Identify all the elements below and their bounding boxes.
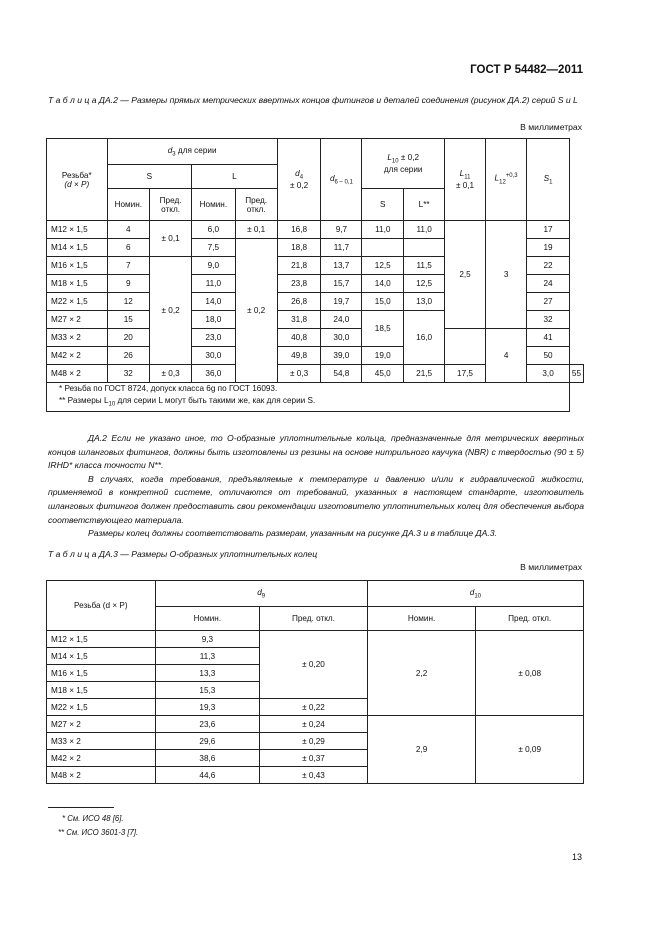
- footnote-1: * См. ИСО 48 [6].: [62, 814, 124, 823]
- cell-s1: 50: [527, 347, 570, 365]
- cell-d4: 18,8: [277, 239, 321, 257]
- cell-s-nom: 4: [107, 221, 149, 239]
- cell-d9-nom: 38,6: [155, 750, 260, 767]
- cell-l-nom: 11,0: [192, 275, 235, 293]
- cell-s-tol: ± 0,1: [150, 221, 192, 257]
- cell-d4: 40,8: [277, 329, 321, 347]
- header-l10-tol: ± 0,2: [400, 153, 420, 163]
- body-text: [48, 432, 584, 541]
- header-d9-pred: Пред. откл.: [260, 607, 368, 631]
- cell-s-nom: 12: [107, 293, 149, 311]
- cell-d4: 31,8: [277, 311, 321, 329]
- table-da3-units: В миллиметрах: [520, 562, 582, 572]
- cell-d9-tol: ± 0,29: [260, 733, 368, 750]
- note-2-b: для серии L могут быть такими же, как для серии S.: [115, 396, 316, 405]
- footnote-divider: [48, 807, 114, 808]
- paragraph-conditions: В случаях, когда требования, предъявляемые к температуре и давлению и/или к гидравлической жидкости, применяемой в конкретной системе, отличаются от требований, указанных в настоящем стандарте, изготовитель шланговых фитингов должен предоставить свои рекомендации изготовителю уплотнительных колец для обеспечения выбора соответствующего материала.: [48, 473, 584, 525]
- cell-s-tol: ± 0,2: [150, 257, 192, 365]
- cell-l-nom: 30,0: [192, 347, 235, 365]
- header-series-s: S: [107, 165, 192, 189]
- cell-l10-l: 13,0: [404, 293, 445, 311]
- note-2-sub: 10: [108, 401, 116, 408]
- cell-d9-nom: 19,3: [155, 699, 260, 716]
- cell-s-nom: 9: [107, 275, 149, 293]
- table-da3: [46, 580, 584, 784]
- header-thread: Резьба (d × P): [47, 581, 156, 631]
- cell-thread: M12 × 1,5: [47, 221, 108, 239]
- cell-l10-s: 12,5: [362, 257, 404, 275]
- cell-d10-tol: ± 0,08: [476, 631, 584, 716]
- cell-thread: M16 × 1,5: [47, 257, 108, 275]
- header-pred-l: Пред. откл.: [235, 189, 277, 221]
- cell-d6: 39,0: [321, 347, 362, 365]
- cell-d4: 16,8: [277, 221, 321, 239]
- cell-l-nom: 9,0: [192, 257, 235, 275]
- table-row: [47, 716, 584, 733]
- cell-thread: M22 × 1,5: [47, 293, 108, 311]
- page-number: 13: [571, 852, 582, 862]
- cell-s1: 24: [527, 275, 570, 293]
- cell-d4: 21,8: [277, 257, 321, 275]
- cell-d9-tol: ± 0,37: [260, 750, 368, 767]
- header-nom-l: Номин.: [192, 189, 235, 221]
- table-da2-caption: Т а б л и ц а ДА.2 — Размеры прямых метрических ввертных концов фитингов и деталей соединения (рисунок ДА.2) серий S и L: [48, 95, 578, 105]
- header-d4: $d_4$ ± 0,2: [277, 139, 321, 221]
- cell-l-nom: 6,0: [192, 221, 235, 239]
- cell-s1: 17: [527, 221, 570, 239]
- cell-l10-s: 21,5: [404, 365, 445, 383]
- cell-s-nom: 7: [107, 257, 149, 275]
- cell-s1: 32: [527, 311, 570, 329]
- cell-d10-tol: ± 0,09: [476, 716, 584, 784]
- cell-l-nom: 36,0: [192, 365, 235, 383]
- cell-s1: 27: [527, 293, 570, 311]
- cell-d6: 13,7: [321, 257, 362, 275]
- header-d6-sub: 6 – 0,1: [334, 179, 353, 186]
- cell-s-nom: 20: [107, 329, 149, 347]
- cell-thread: M18 × 1,5: [47, 275, 108, 293]
- cell-l10-l: 12,5: [404, 275, 445, 293]
- note-2: [59, 395, 567, 411]
- header-l12: $L_{12}^{+0,3}$: [485, 139, 526, 221]
- header-series-l: L: [192, 165, 278, 189]
- header-d10-pred: Пред. откл.: [476, 607, 584, 631]
- cell-d6: 45,0: [362, 365, 404, 383]
- paragraph-da2: ДА.2 Если не указано иное, то О-образные уплотнительные кольца, предназначенные для метрических ввертных концов шланговых фитингов, должны быть изготовлены из резины на основе нитрильного каучука (NBR) с твердостью (90 ± 5) IRHD* класса точности N**.: [48, 433, 584, 471]
- header-l12-sub: 12: [499, 179, 506, 186]
- header-l11: $L_{11}$ ± 0,1: [445, 139, 486, 221]
- header-s1: $S_1$: [527, 139, 570, 221]
- cell-thread: M12 × 1,5: [47, 631, 156, 648]
- cell-l-nom: 14,0: [192, 293, 235, 311]
- cell-d6: 30,0: [321, 329, 362, 347]
- cell-d6: 15,7: [321, 275, 362, 293]
- note-2-a: ** Размеры L: [59, 396, 109, 405]
- cell-l11-empty: [445, 329, 486, 365]
- cell-thread: M27 × 2: [47, 311, 108, 329]
- header-l10-label: для серии: [383, 164, 423, 174]
- header-d9: $d_9$: [155, 581, 367, 607]
- header-l11-tol: ± 0,1: [455, 180, 475, 190]
- cell-d9-tol: ± 0,20: [260, 631, 368, 699]
- header-d6: $d_{6 - 0,1}$: [321, 139, 362, 221]
- header-d10: $d_{10}$: [367, 581, 583, 607]
- table-row: [47, 329, 584, 347]
- cell-s-nom: 32: [107, 365, 149, 383]
- table-row: [47, 221, 584, 239]
- cell-s1: 19: [527, 239, 570, 257]
- cell-thread: M16 × 1,5: [47, 665, 156, 682]
- cell-l12: 4: [485, 329, 526, 383]
- cell-s-tol: ± 0,3: [150, 365, 192, 383]
- cell-l10-s: 14,0: [362, 275, 404, 293]
- cell-l10-s: 15,0: [362, 293, 404, 311]
- cell-d9-nom: 9,3: [155, 631, 260, 648]
- header-l12-sup: +0,3: [505, 173, 518, 180]
- cell-thread: M42 × 2: [47, 750, 156, 767]
- cell-l10-l: 16,0: [404, 311, 445, 365]
- cell-thread: M22 × 1,5: [47, 699, 156, 716]
- cell-d9-nom: 23,6: [155, 716, 260, 733]
- header-d10-sub: 10: [474, 593, 481, 600]
- cell-l10-l: [404, 239, 445, 257]
- header-d4-tol: ± 0,2: [290, 180, 309, 190]
- footnote-2: ** См. ИСО 3601-3 [7].: [58, 828, 139, 837]
- cell-d6: 11,7: [321, 239, 362, 257]
- cell-thread: M48 × 2: [47, 365, 108, 383]
- cell-l-nom: 23,0: [192, 329, 235, 347]
- header-pred-s: Пред. откл.: [150, 189, 192, 221]
- header-d9-sub: 9: [261, 593, 266, 600]
- cell-l10-l: 17,5: [445, 365, 486, 383]
- cell-s1: 22: [527, 257, 570, 275]
- cell-l-tol: ± 0,3: [277, 365, 321, 383]
- header-thread: [47, 139, 108, 221]
- header-nom-s: Номин.: [107, 189, 149, 221]
- table-da2: [46, 138, 584, 412]
- cell-l-nom: 7,5: [192, 239, 235, 257]
- cell-d9-nom: 15,3: [155, 682, 260, 699]
- cell-s1: 55: [569, 365, 583, 383]
- cell-l-nom: 18,0: [192, 311, 235, 329]
- cell-thread: M33 × 2: [47, 329, 108, 347]
- cell-d4: 54,8: [321, 365, 362, 383]
- cell-l-tol: ± 0,2: [235, 239, 277, 383]
- note-1: * Резьба по ГОСТ 8724, допуск класса 6g по ГОСТ 16093.: [59, 384, 278, 393]
- cell-l-tol: ± 0,1: [235, 221, 277, 239]
- cell-d9-nom: 13,3: [155, 665, 260, 682]
- cell-l11: 3,0: [527, 365, 570, 383]
- cell-d9-nom: 11,3: [155, 648, 260, 665]
- cell-d6: 19,7: [321, 293, 362, 311]
- cell-thread: M14 × 1,5: [47, 648, 156, 665]
- cell-d4: 26,8: [277, 293, 321, 311]
- table-da2-units: В миллиметрах: [520, 122, 582, 132]
- header-d10-nom: Номин.: [367, 607, 476, 631]
- cell-d6: 9,7: [321, 221, 362, 239]
- table-row: [47, 631, 584, 648]
- cell-thread: M42 × 2: [47, 347, 108, 365]
- header-l10-s: S: [362, 189, 404, 221]
- cell-d9-tol: ± 0,43: [260, 767, 368, 784]
- cell-d4: 49,8: [277, 347, 321, 365]
- cell-d9-tol: ± 0,24: [260, 716, 368, 733]
- cell-s-nom: 15: [107, 311, 149, 329]
- cell-d4: 23,8: [277, 275, 321, 293]
- table-da3-caption: Т а б л и ц а ДА.3 — Размеры О-образных уплотнительных колец: [48, 549, 318, 559]
- header-d3-label: для серии: [177, 145, 217, 155]
- cell-l10-s: 18,5: [362, 311, 404, 347]
- cell-thread: M48 × 2: [47, 767, 156, 784]
- cell-l10-s: [362, 239, 404, 257]
- header-l10: $L_{10} \pm 0,2$ для серии: [362, 139, 445, 189]
- cell-d10-nom: 2,2: [367, 631, 476, 716]
- paragraph-sizes: Размеры колец должны соответствовать размерам, указанным на рисунке ДА.3 и в таблице ДА.3.: [88, 528, 497, 539]
- header-l10-l: L**: [404, 189, 445, 221]
- cell-l11: 2,5: [445, 221, 486, 329]
- header-thread-sub: (d × P): [64, 179, 90, 189]
- header-s1-label: S: [543, 173, 550, 183]
- header-thread-label: Резьба*: [61, 170, 92, 180]
- cell-d10-nom: 2,9: [367, 716, 476, 784]
- cell-s-nom: 26: [107, 347, 149, 365]
- header-d3: $d_3$ для серии: [107, 139, 277, 165]
- cell-thread: M18 × 1,5: [47, 682, 156, 699]
- cell-s-nom: 6: [107, 239, 149, 257]
- header-d9-nom: Номин.: [155, 607, 260, 631]
- cell-d9-nom: 44,6: [155, 767, 260, 784]
- cell-l12: 3: [485, 221, 526, 329]
- table-da2-notes: [47, 383, 570, 412]
- cell-l10-s: 11,0: [362, 221, 404, 239]
- cell-l10-l: 11,5: [404, 257, 445, 275]
- cell-d9-nom: 29,6: [155, 733, 260, 750]
- cell-s1: 41: [527, 329, 570, 347]
- cell-d9-tol: ± 0,22: [260, 699, 368, 716]
- cell-l10-s: 19,0: [362, 347, 404, 365]
- cell-d6: 24,0: [321, 311, 362, 329]
- cell-thread: M27 × 2: [47, 716, 156, 733]
- cell-l10-l: 11,0: [404, 221, 445, 239]
- cell-thread: M33 × 2: [47, 733, 156, 750]
- cell-thread: M14 × 1,5: [47, 239, 108, 257]
- document-header: ГОСТ Р 54482—2011: [470, 64, 583, 76]
